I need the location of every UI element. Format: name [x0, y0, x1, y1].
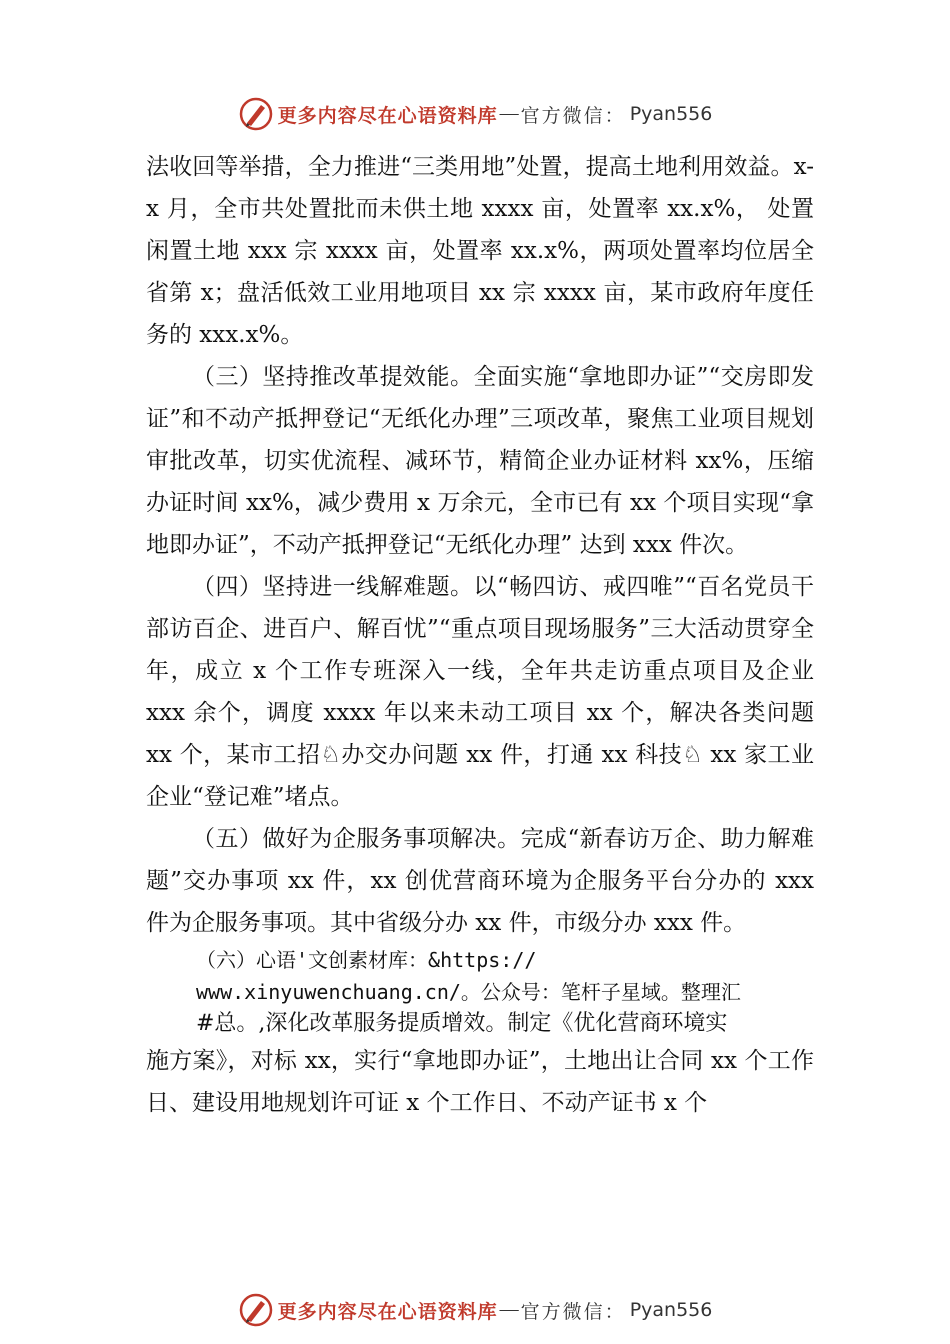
paragraph-six-rest: 施方案》，对标 xx，实行“拿地即办证”，土地出让合同 xx 个工作日、建设用地规划许可证 x 个工作日、不动产证书 x 个 — [146, 1048, 814, 1116]
banner-separator: — — [499, 103, 519, 124]
pen-logo-icon — [238, 1292, 274, 1328]
banner-separator: — — [499, 1299, 519, 1320]
wechat-label: 官方微信： — [520, 104, 626, 127]
document-body — [146, 146, 814, 1124]
paragraph-continuation: 法收回等举措，全力推进“三类用地”处置，提高土地利用效益。x-x 月，全市共处置批而未供土地 xxxx 亩，处置率 xx.x%， 处置闲置土地 xxx 宗 xxxx 亩，处置率 xx.x%，两项处置率均位居全省第 x；盘活低效工业用地项目 xx 宗 xxxx 亩，某市政府年度任务的 xxx.x%。 — [146, 154, 814, 348]
header-banner — [0, 94, 950, 134]
site-name: 更多内容尽在心语资料库 — [277, 104, 498, 127]
para6-line2: www.xinyuwenchuang.cn/。公众号：笔杆子星域。整理汇 — [196, 980, 741, 1004]
wechat-id: Pyan556 — [629, 1299, 713, 1321]
pen-logo-icon — [238, 96, 274, 132]
wechat-label: 官方微信： — [520, 1300, 626, 1323]
paragraph-enterprise-service: （五）做好为企服务事项解决。完成“新春访万企、助力解难题”交办事项 xx 件，xx 创优营商环境为企服务平台分办的 xxx 件为企服务事项。其中省级分办 xx 件，市级分办 xxx 件。 — [146, 826, 814, 936]
para6-line1: （六）心语'文创素材库：&https:// — [196, 948, 537, 972]
wechat-id: Pyan556 — [629, 103, 713, 125]
paragraph-reform: （三）坚持推改革提效能。全面实施“拿地即办证”“交房即发证”和不动产抵押登记“无纸化办理”三项改革，聚焦工业项目规划审批改革，切实优流程、减环节，精简企业办证材料 xx%，压缩办证时间 xx%，减少费用 x 万余元，全市已有 xx 个项目实现“拿地即办证”，不动产抵押登记“无纸化办理” 达到 xxx 件次。 — [146, 364, 814, 558]
paragraph-frontline: （四）坚持进一线解难题。以“畅四访、戒四唯”“百名党员干部访百企、进百户、解百忧”“重点项目现场服务”三大活动贯穿全年，成立 x 个工作专班深入一线，全年共走访重点项目及企业 xxx 余个，调度 xxxx 年以来未动工项目 xx 个，解决各类问题 xx 个，某市工招♘办交办问题 xx 件，打通 xx 科技♘ xx 家工业企业“登记难”堵点。 — [146, 574, 814, 810]
footer-banner — [0, 1290, 950, 1330]
site-name: 更多内容尽在心语资料库 — [277, 1300, 498, 1323]
para6-line3: #总。,深化改革服务提质增效。制定《优化营商环境实 — [196, 1011, 728, 1036]
paragraph-six-header — [146, 944, 814, 1040]
